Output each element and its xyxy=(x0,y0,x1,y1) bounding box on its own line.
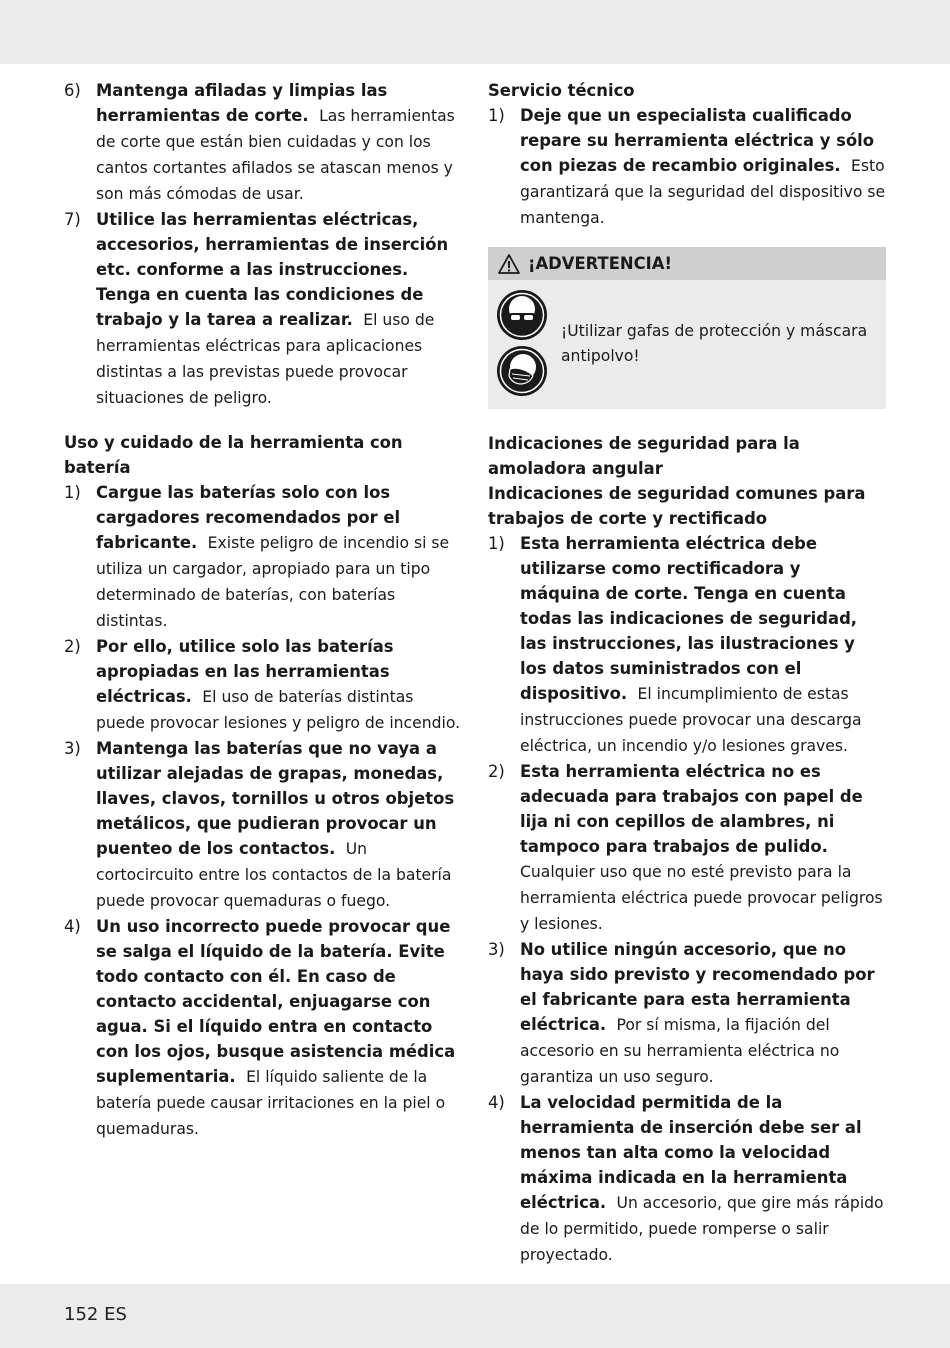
item-text: Un cortocircuito entre los contactos de la batería puede provocar quemaduras o fuego. xyxy=(96,840,452,910)
warning-header xyxy=(488,247,886,280)
item-number: 4) xyxy=(488,1093,505,1112)
safety-goggles-icon xyxy=(496,289,548,341)
item-number: 7) xyxy=(64,210,81,229)
header-bar xyxy=(0,0,950,64)
list-item xyxy=(64,480,464,634)
item-number: 1) xyxy=(488,106,505,125)
item-bold-text: Mantenga las baterías que no vaya a utilizar alejadas de grapas, monedas, llaves, clavos, tornillos u otros objetos metálicos, que pudieran provocar un puenteo de los contactos. xyxy=(96,739,455,858)
item-bold-text: Cargue las baterías solo con los cargadores recomendados por el fabricante. xyxy=(96,483,401,552)
item-text: Las herramientas de corte que están bien cuidadas y con los cantos cortantes afilados se atascan menos y son más cómodas de usar. xyxy=(96,107,455,203)
item-bold-text: Esta herramienta eléctrica debe utilizarse como rectificadora y máquina de corte. Tenga en cuenta todas las indicaciones de seguridad, las instrucciones, las ilustraciones y los datos suministrados con el dispositivo. xyxy=(520,534,858,703)
list-item xyxy=(488,1090,886,1268)
item-bold-text: No utilice ningún accesorio, que no haya sido previsto y recomendado por el fabricante para esta herramienta eléctrica. xyxy=(520,940,875,1034)
item-text: Por sí misma, la fijación del accesorio en su herramienta eléctrica no garantiza un uso seguro. xyxy=(520,1016,840,1086)
item-number: 1) xyxy=(64,483,81,502)
item-text: Existe peligro de incendio si se utiliza un cargador, apropiado para un tipo determinado de baterías, con baterías distintas. xyxy=(96,534,450,630)
item-text: Esto garantizará que la seguridad del dispositivo se mantenga. xyxy=(520,157,886,227)
right-column xyxy=(488,78,886,1268)
list-item xyxy=(488,937,886,1090)
item-number: 3) xyxy=(64,739,81,758)
list-item xyxy=(64,914,464,1142)
item-bold-text: Mantenga afiladas y limpias las herramientas de corte. xyxy=(96,81,388,125)
item-number: 4) xyxy=(64,917,81,936)
item-text: Cualquier uso que no esté previsto para la herramienta eléctrica puede provocar peligros y lesiones. xyxy=(520,863,883,933)
warning-title: ¡ADVERTENCIA! xyxy=(528,254,672,273)
list-item xyxy=(488,531,886,759)
list-item xyxy=(64,207,464,411)
item-text: El uso de herramientas eléctricas para aplicaciones distintas a las previstas puede provocar situaciones de peligro. xyxy=(96,311,435,407)
warning-triangle-icon xyxy=(498,254,520,274)
list-item xyxy=(64,634,464,736)
left-column xyxy=(64,78,464,1142)
warning-box xyxy=(488,247,886,409)
item-number: 2) xyxy=(64,637,81,656)
item-bold-text: Utilice las herramientas eléctricas, accesorios, herramientas de inserción etc. conforme a las instrucciones. Tenga en cuenta las condiciones de trabajo y la tarea a realizar. xyxy=(96,210,449,329)
list-item xyxy=(64,736,464,914)
item-bold-text: Un uso incorrecto puede provocar que se salga el líquido de la batería. Evite todo contacto con él. En caso de contacto accidental, enjuagarse con agua. Si el líquido entra en contacto con los ojos, busque asistencia médica suplementaria. xyxy=(96,917,456,1086)
footer-bar xyxy=(0,1284,950,1348)
list-item xyxy=(488,759,886,937)
item-bold-text: Esta herramienta eléctrica no es adecuada para trabajos con papel de lija ni con cepillos de alambres, ni tampoco para trabajos de pulido. xyxy=(520,762,863,856)
item-bold-text: Deje que un especialista cualificado repare su herramienta eléctrica y sólo con piezas de recambio originales. xyxy=(520,106,874,175)
section-heading: Uso y cuidado de la herramienta con batería xyxy=(64,433,403,477)
item-bold-text: Por ello, utilice solo las baterías apropiadas en las herramientas eléctricas. xyxy=(96,637,394,706)
list-item xyxy=(488,103,886,231)
item-text: Un accesorio, que gire más rápido de lo permitido, puede romperse o salir proyectado. xyxy=(520,1194,884,1264)
section-subheading: Indicaciones de seguridad comunes para trabajos de corte y rectificado xyxy=(488,484,866,528)
item-bold-text: La velocidad permitida de la herramienta de inserción debe ser al menos tan alta como la velocidad máxima indicada en la herramienta eléctrica. xyxy=(520,1093,862,1212)
dust-mask-icon xyxy=(496,345,548,397)
warning-icons xyxy=(496,289,552,401)
page-number: 152 ES xyxy=(64,1304,127,1325)
item-number: 2) xyxy=(488,762,505,781)
item-text: El líquido saliente de la batería puede causar irritaciones en la piel o quemaduras. xyxy=(96,1068,446,1138)
section-heading: Servicio técnico xyxy=(488,81,635,100)
warning-text: ¡Utilizar gafas de protección y máscara antipolvo! xyxy=(561,322,868,365)
section-heading: Indicaciones de seguridad para la amoladora angular xyxy=(488,434,800,478)
item-text: El incumplimiento de estas instrucciones puede provocar una descarga eléctrica, un incendio y/o lesiones graves. xyxy=(520,685,862,755)
item-number: 6) xyxy=(64,81,81,100)
item-number: 3) xyxy=(488,940,505,959)
item-text: El uso de baterías distintas puede provocar lesiones y peligro de incendio. xyxy=(96,688,461,732)
item-number: 1) xyxy=(488,534,505,553)
list-item xyxy=(64,78,464,207)
